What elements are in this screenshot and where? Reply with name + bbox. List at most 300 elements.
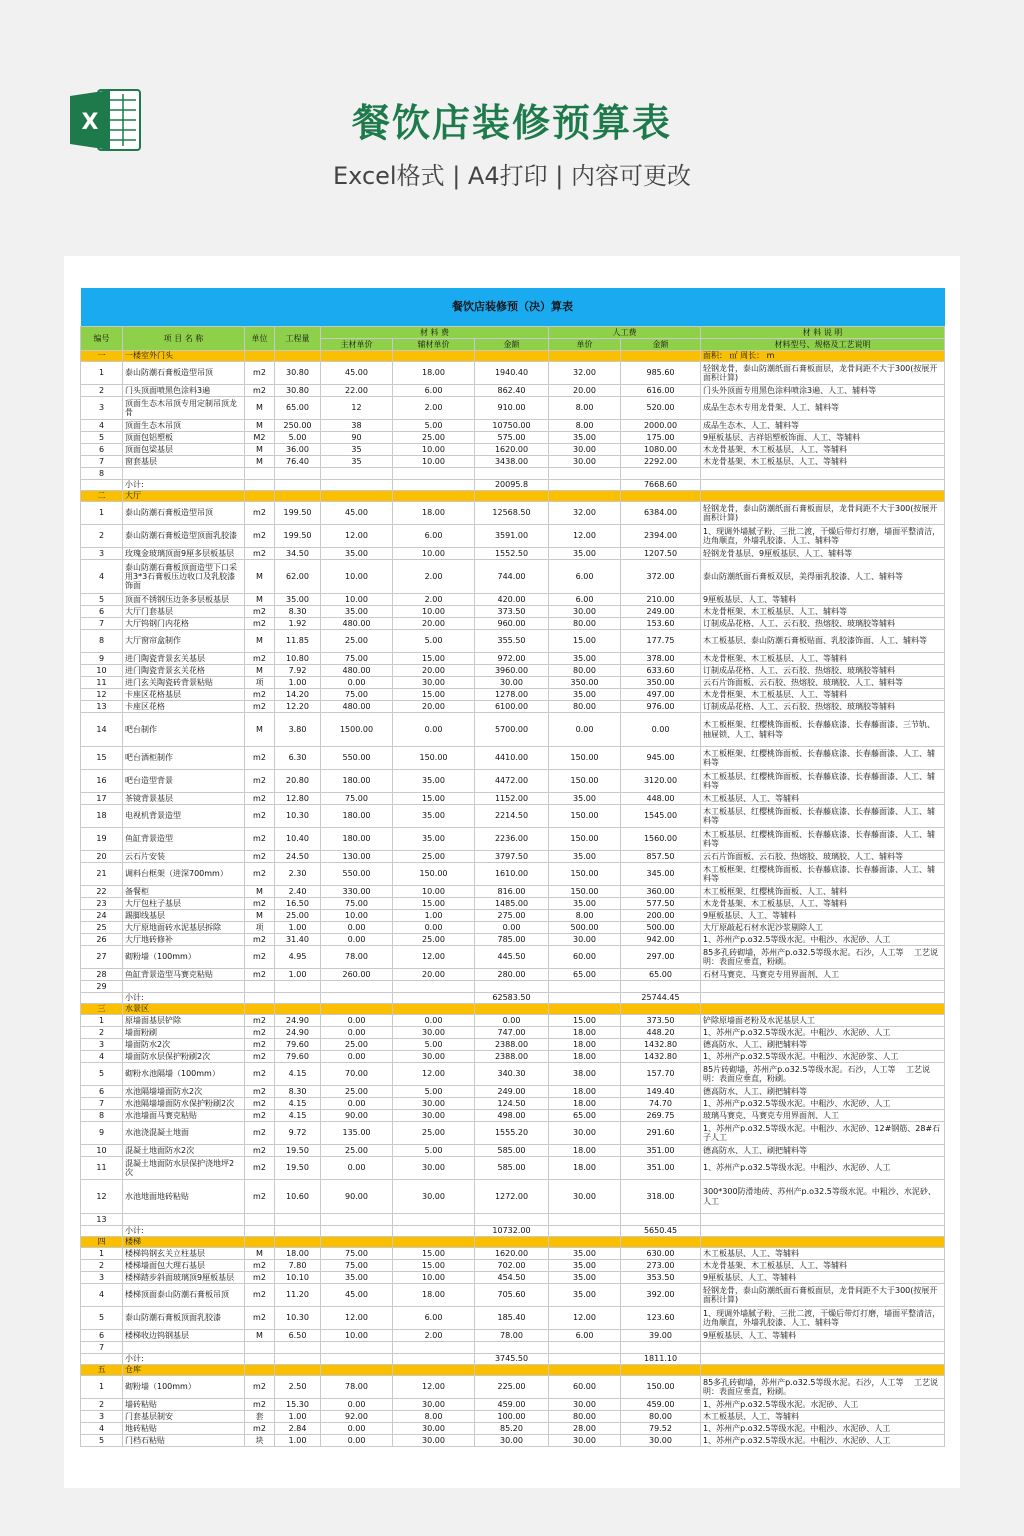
row-no: 3 xyxy=(81,1039,123,1051)
row-desc: 9厘板基层、人工、等辅料 xyxy=(701,594,945,606)
row-desc: 木工板框架、红樱桃饰面板、长春藤底漆、长春藤面漆、人工、辅料等 xyxy=(701,747,945,770)
row-main-price: 45.00 xyxy=(321,1284,393,1307)
row-unit: m2 xyxy=(245,548,275,560)
row-unit: M xyxy=(245,420,275,432)
row-name: 大厅包柱子基层 xyxy=(123,898,245,910)
subtotal-cell xyxy=(81,1354,123,1365)
row-no: 6 xyxy=(81,1086,123,1098)
row-no: 7 xyxy=(81,456,123,468)
table-row xyxy=(81,1214,945,1226)
row-no: 9 xyxy=(81,653,123,665)
row-unit: m2 xyxy=(245,1015,275,1027)
row-aux-price: 15.00 xyxy=(393,898,475,910)
row-aux-price: 20.00 xyxy=(393,618,475,630)
row-labor-amount: 497.00 xyxy=(621,689,701,701)
row-qty: 10.80 xyxy=(275,653,321,665)
row-unit: m2 xyxy=(245,362,275,385)
header-unit: 单位 xyxy=(245,327,275,351)
row-qty: 2.30 xyxy=(275,863,321,886)
row-unit: m2 xyxy=(245,1098,275,1110)
header-aux-price: 辅材单价 xyxy=(393,339,475,351)
row-qty: 14.20 xyxy=(275,689,321,701)
row-unit: M xyxy=(245,665,275,677)
row-name: 鱼缸背景造型马赛克粘贴 xyxy=(123,969,245,981)
row-desc: 云石片饰面板、云石胶、热熔胶、玻璃胶、人工、辅料等 xyxy=(701,851,945,863)
row-no: 1 xyxy=(81,362,123,385)
row-labor-price: 30.00 xyxy=(549,1399,621,1411)
row-main-price: 1500.00 xyxy=(321,713,393,747)
row-aux-price: 0.00 xyxy=(393,1015,475,1027)
row-amount: 702.00 xyxy=(475,1260,549,1272)
row-name: 泰山防潮石膏板顶面造型下口采用3*3石膏板压边收口及乳胶漆饰面 xyxy=(123,560,245,594)
row-desc: 铲除原墙面老粉及水泥基层人工 xyxy=(701,1015,945,1027)
row-labor-price: 30.00 xyxy=(549,1180,621,1214)
row-amount: 275.00 xyxy=(475,910,549,922)
row-labor-amount: 351.00 xyxy=(621,1157,701,1180)
table-row xyxy=(81,713,945,747)
row-amount xyxy=(475,1342,549,1354)
row-labor-price: 12.00 xyxy=(549,525,621,548)
row-name: 泰山防潮石膏板造型吊顶 xyxy=(123,502,245,525)
subtotal-amount: 10732.00 xyxy=(475,1226,549,1237)
row-qty: 3.80 xyxy=(275,713,321,747)
section-cell xyxy=(275,1365,321,1376)
row-amount: 6100.00 xyxy=(475,701,549,713)
row-labor-amount: 1432.80 xyxy=(621,1039,701,1051)
row-no: 5 xyxy=(81,432,123,444)
row-name: 地砖粘贴 xyxy=(123,1423,245,1435)
row-amount: 1940.40 xyxy=(475,362,549,385)
row-qty: 6.30 xyxy=(275,747,321,770)
table-row xyxy=(81,1110,945,1122)
row-main-price: 25.00 xyxy=(321,1145,393,1157)
row-qty: 12.20 xyxy=(275,701,321,713)
row-desc: 1、苏州产p.o32.5等级水泥。中粗沙、水泥砂、人工 xyxy=(701,1423,945,1435)
row-name: 混凝土地面防水2次 xyxy=(123,1145,245,1157)
row-labor-amount: 392.00 xyxy=(621,1284,701,1307)
table-row xyxy=(81,922,945,934)
table-row xyxy=(81,1260,945,1272)
row-main-price: 22.00 xyxy=(321,385,393,397)
row-aux-price: 6.00 xyxy=(393,1307,475,1330)
subtotal-cell xyxy=(701,1354,945,1365)
row-unit: m2 xyxy=(245,1180,275,1214)
row-main-price: 12 xyxy=(321,397,393,420)
row-name: 踢脚线基层 xyxy=(123,910,245,922)
row-desc: 1、苏州产p.o32.5等级水泥。中粗沙、水泥砂、人工 xyxy=(701,1027,945,1039)
row-unit: m2 xyxy=(245,747,275,770)
row-aux-price: 12.00 xyxy=(393,946,475,969)
row-desc: 木龙骨框架、木工板基层、人工、辅料等 xyxy=(701,606,945,618)
row-labor-price: 12.00 xyxy=(549,1307,621,1330)
row-no: 12 xyxy=(81,1180,123,1214)
section-name: 一楼室外门头 xyxy=(123,351,245,362)
row-labor-amount: 630.00 xyxy=(621,1248,701,1260)
row-main-price: 35.00 xyxy=(321,606,393,618)
page-title: 餐饮店装修预算表 xyxy=(351,101,672,145)
row-aux-price: 2.00 xyxy=(393,594,475,606)
row-main-price: 25.00 xyxy=(321,1086,393,1098)
row-no: 21 xyxy=(81,863,123,886)
row-main-price: 90.00 xyxy=(321,1180,393,1214)
row-amount: 78.00 xyxy=(475,1330,549,1342)
row-qty: 10.60 xyxy=(275,1180,321,1214)
row-name: 楼梯墙面包大理石基层 xyxy=(123,1260,245,1272)
row-labor-price: 6.00 xyxy=(549,594,621,606)
table-row xyxy=(81,397,945,420)
section-no: 四 xyxy=(81,1237,123,1248)
row-qty: 4.15 xyxy=(275,1110,321,1122)
row-main-price: 35.00 xyxy=(321,548,393,560)
row-labor-price: 65.00 xyxy=(549,1110,621,1122)
table-row xyxy=(81,630,945,653)
row-labor-amount xyxy=(621,1214,701,1226)
row-amount: 498.00 xyxy=(475,1110,549,1122)
row-labor-price: 80.00 xyxy=(549,1411,621,1423)
row-labor-amount: 1432.80 xyxy=(621,1051,701,1063)
row-aux-price: 10.00 xyxy=(393,606,475,618)
row-name: 电视机背景造型 xyxy=(123,805,245,828)
row-labor-price: 35.00 xyxy=(549,1260,621,1272)
row-qty xyxy=(275,1214,321,1226)
row-unit: m2 xyxy=(245,1284,275,1307)
row-aux-price: 2.00 xyxy=(393,560,475,594)
table-row xyxy=(81,934,945,946)
row-qty: 1.00 xyxy=(275,1435,321,1447)
row-unit: m2 xyxy=(245,805,275,828)
row-aux-price: 0.00 xyxy=(393,713,475,747)
table-row xyxy=(81,898,945,910)
row-aux-price: 30.00 xyxy=(393,1110,475,1122)
row-amount: 225.00 xyxy=(475,1376,549,1399)
row-desc: 木工板框架、红樱桃饰面板、长春藤底漆、长春藤面漆、三节轨、抽屉锁、人工、辅料等 xyxy=(701,713,945,747)
row-unit: m2 xyxy=(245,1399,275,1411)
row-amount: 445.50 xyxy=(475,946,549,969)
row-main-price: 0.00 xyxy=(321,922,393,934)
section-note xyxy=(701,1237,945,1248)
row-main-price: 92.00 xyxy=(321,1411,393,1423)
row-labor-price: 30.00 xyxy=(549,456,621,468)
row-main-price xyxy=(321,1342,393,1354)
row-aux-price: 10.00 xyxy=(393,444,475,456)
row-qty: 10.30 xyxy=(275,805,321,828)
row-aux-price: 25.00 xyxy=(393,432,475,444)
row-main-price: 550.00 xyxy=(321,863,393,886)
row-aux-price: 12.00 xyxy=(393,1063,475,1086)
row-labor-amount: 985.60 xyxy=(621,362,701,385)
row-aux-price xyxy=(393,1214,475,1226)
table-row xyxy=(81,1435,945,1447)
subtotal-cell xyxy=(321,993,393,1004)
row-unit: 块 xyxy=(245,1435,275,1447)
row-qty: 8.30 xyxy=(275,606,321,618)
row-no: 2 xyxy=(81,1260,123,1272)
section-cell xyxy=(393,1365,475,1376)
row-no: 6 xyxy=(81,606,123,618)
budget-table xyxy=(80,288,945,1447)
row-aux-price: 30.00 xyxy=(393,1180,475,1214)
subtotal-amount: 62583.50 xyxy=(475,993,549,1004)
table-row xyxy=(81,1157,945,1180)
row-desc: 云石片饰面板、云石胶、热熔胶、玻璃胶、人工、辅料等 xyxy=(701,677,945,689)
subtotal-cell xyxy=(321,1226,393,1237)
row-desc: 成品生态木、人工、辅料等 xyxy=(701,420,945,432)
row-qty: 10.10 xyxy=(275,1272,321,1284)
row-aux-price: 2.00 xyxy=(393,1330,475,1342)
row-amount: 585.00 xyxy=(475,1145,549,1157)
row-aux-price: 18.00 xyxy=(393,1284,475,1307)
row-name: 顶面不锈钢压边条多层板基层 xyxy=(123,594,245,606)
section-cell xyxy=(549,1365,621,1376)
row-unit: m2 xyxy=(245,1051,275,1063)
row-main-price: 135.00 xyxy=(321,1122,393,1145)
row-amount: 185.40 xyxy=(475,1307,549,1330)
row-unit: M xyxy=(245,910,275,922)
table-row xyxy=(81,1307,945,1330)
row-name: 大厅门套基层 xyxy=(123,606,245,618)
row-labor-amount xyxy=(621,468,701,480)
row-no: 13 xyxy=(81,701,123,713)
row-qty: 7.92 xyxy=(275,665,321,677)
row-qty: 199.50 xyxy=(275,525,321,548)
section-cell xyxy=(321,1365,393,1376)
row-desc: 大厅原敲起石材水泥沙浆剔除人工 xyxy=(701,922,945,934)
subtotal-cell xyxy=(393,1226,475,1237)
row-aux-price: 20.00 xyxy=(393,969,475,981)
row-desc: 木龙骨基架、木工板基层、人工、等辅料 xyxy=(701,456,945,468)
row-unit xyxy=(245,981,275,993)
row-aux-price: 5.00 xyxy=(393,1039,475,1051)
row-labor-amount: 80.00 xyxy=(621,1411,701,1423)
row-unit: m2 xyxy=(245,1110,275,1122)
row-aux-price: 30.00 xyxy=(393,1423,475,1435)
subtotal-row xyxy=(81,480,945,491)
row-no: 3 xyxy=(81,1411,123,1423)
row-aux-price: 30.00 xyxy=(393,1399,475,1411)
row-desc: 1、苏州产p.o32.5等级水泥。中粗沙、水泥砂、12#钢筋、28#石子人工 xyxy=(701,1122,945,1145)
table-row xyxy=(81,1027,945,1039)
row-desc: 木工板基层、红樱桃饰面板、长春藤底漆、长春藤面漆、人工、辅料等 xyxy=(701,828,945,851)
subtotal-labor-amount: 5650.45 xyxy=(621,1226,701,1237)
row-name: 大厅窗帘盒制作 xyxy=(123,630,245,653)
row-amount xyxy=(475,1214,549,1226)
subtotal-label: 小计: xyxy=(123,993,245,1004)
row-desc: 木工板框架、红樱桃饰面板、长春藤底漆、长春藤面漆、人工、辅料等 xyxy=(701,863,945,886)
row-labor-amount: 500.00 xyxy=(621,922,701,934)
row-amount: 124.50 xyxy=(475,1098,549,1110)
row-unit: m2 xyxy=(245,1122,275,1145)
row-labor-amount: 3120.00 xyxy=(621,770,701,793)
section-cell xyxy=(275,1237,321,1248)
table-row xyxy=(81,502,945,525)
row-labor-price: 60.00 xyxy=(549,946,621,969)
row-labor-price: 30.00 xyxy=(549,606,621,618)
subtotal-cell xyxy=(275,1226,321,1237)
subtotal-cell xyxy=(701,480,945,491)
row-main-price xyxy=(321,1214,393,1226)
row-desc: 木工板基层、人工、等辅料 xyxy=(701,1411,945,1423)
row-unit: m2 xyxy=(245,1376,275,1399)
row-labor-amount: 74.70 xyxy=(621,1098,701,1110)
section-row xyxy=(81,1004,945,1015)
row-labor-price xyxy=(549,1214,621,1226)
row-main-price: 0.00 xyxy=(321,1027,393,1039)
table-row xyxy=(81,385,945,397)
row-main-price: 480.00 xyxy=(321,618,393,630)
row-main-price: 45.00 xyxy=(321,502,393,525)
row-desc: 木龙骨基架、木工板基层、人工、等辅料 xyxy=(701,898,945,910)
row-no: 2 xyxy=(81,1027,123,1039)
subtotal-row xyxy=(81,993,945,1004)
row-no: 1 xyxy=(81,1015,123,1027)
header-name: 项 目 名 称 xyxy=(123,327,245,351)
table-row xyxy=(81,1180,945,1214)
row-no: 6 xyxy=(81,1330,123,1342)
row-no: 5 xyxy=(81,1063,123,1086)
row-desc: 300*300防滑地砖、苏州产p.o32.5等级水泥。中粗沙、水泥砂、人工 xyxy=(701,1180,945,1214)
row-aux-price: 10.00 xyxy=(393,456,475,468)
row-qty xyxy=(275,468,321,480)
row-desc: 玻璃马赛克、马赛克专用界面剂、人工 xyxy=(701,1110,945,1122)
row-name xyxy=(123,468,245,480)
row-main-price: 75.00 xyxy=(321,1248,393,1260)
row-labor-amount: 1207.50 xyxy=(621,548,701,560)
row-qty: 18.00 xyxy=(275,1248,321,1260)
row-main-price: 38 xyxy=(321,420,393,432)
row-qty: 1.00 xyxy=(275,677,321,689)
row-labor-amount: 269.75 xyxy=(621,1110,701,1122)
subtotal-cell xyxy=(275,1354,321,1365)
row-unit xyxy=(245,468,275,480)
row-name: 调料台框架（进深700mm） xyxy=(123,863,245,886)
row-main-price: 35 xyxy=(321,456,393,468)
row-no: 2 xyxy=(81,1399,123,1411)
row-name: 水池墙面马赛克粘贴 xyxy=(123,1110,245,1122)
table-row xyxy=(81,444,945,456)
row-name: 墙面防水2次 xyxy=(123,1039,245,1051)
row-desc xyxy=(701,468,945,480)
row-unit: m2 xyxy=(245,934,275,946)
row-aux-price: 8.00 xyxy=(393,1411,475,1423)
row-aux-price: 30.00 xyxy=(393,1027,475,1039)
row-desc: 德高防水、人工、刷把辅料等 xyxy=(701,1145,945,1157)
subtotal-cell xyxy=(245,993,275,1004)
row-main-price: 0.00 xyxy=(321,934,393,946)
row-main-price: 12.00 xyxy=(321,525,393,548)
row-no: 20 xyxy=(81,851,123,863)
row-labor-price: 15.00 xyxy=(549,1015,621,1027)
table-row xyxy=(81,1399,945,1411)
row-main-price: 0.00 xyxy=(321,1423,393,1435)
row-no: 28 xyxy=(81,969,123,981)
row-desc: 木龙骨框架、木工板基层、人工、等辅料 xyxy=(701,689,945,701)
row-qty: 6.50 xyxy=(275,1330,321,1342)
row-aux-price: 18.00 xyxy=(393,362,475,385)
row-main-price: 75.00 xyxy=(321,898,393,910)
row-labor-price: 30.00 xyxy=(549,934,621,946)
section-note xyxy=(701,491,945,502)
subtotal-cell xyxy=(701,1226,945,1237)
row-no: 4 xyxy=(81,560,123,594)
row-unit: 项 xyxy=(245,922,275,934)
table-row xyxy=(81,653,945,665)
table-row xyxy=(81,548,945,560)
row-main-price: 90.00 xyxy=(321,1110,393,1122)
row-qty: 15.30 xyxy=(275,1399,321,1411)
row-amount: 10750.00 xyxy=(475,420,549,432)
row-labor-price: 35.00 xyxy=(549,653,621,665)
row-labor-amount: 200.00 xyxy=(621,910,701,922)
row-desc: 1、苏州产p.o32.5等级水泥。中粗沙、水泥砂浆、人工 xyxy=(701,1051,945,1063)
row-labor-amount: 857.50 xyxy=(621,851,701,863)
row-amount: 373.50 xyxy=(475,606,549,618)
row-main-price: 75.00 xyxy=(321,1260,393,1272)
row-no: 18 xyxy=(81,805,123,828)
row-labor-amount: 150.00 xyxy=(621,1376,701,1399)
row-qty: 16.50 xyxy=(275,898,321,910)
row-amount: 340.30 xyxy=(475,1063,549,1086)
row-amount: 459.00 xyxy=(475,1399,549,1411)
row-qty: 10.40 xyxy=(275,828,321,851)
row-unit: m2 xyxy=(245,898,275,910)
row-labor-amount: 616.00 xyxy=(621,385,701,397)
subtotal-cell xyxy=(245,480,275,491)
table-row xyxy=(81,1086,945,1098)
row-qty: 4.15 xyxy=(275,1098,321,1110)
row-desc: 轻钢龙骨基层、9厘板基层、人工、辅料等 xyxy=(701,548,945,560)
subtotal-label: 小计: xyxy=(123,480,245,491)
row-desc: 订制成品花格、人工、云石胶、热熔胶、玻璃胶等辅料 xyxy=(701,618,945,630)
row-labor-amount: 976.00 xyxy=(621,701,701,713)
row-unit: m2 xyxy=(245,618,275,630)
row-no: 9 xyxy=(81,1122,123,1145)
row-name: 鱼缸背景造型 xyxy=(123,828,245,851)
row-amount: 960.00 xyxy=(475,618,549,630)
row-no: 15 xyxy=(81,747,123,770)
row-amount: 1620.00 xyxy=(475,1248,549,1260)
row-desc: 木工板基层、泰山防潮石膏板贴面、乳胶漆饰面、人工、辅料等 xyxy=(701,630,945,653)
row-amount: 30.00 xyxy=(475,1435,549,1447)
row-aux-price: 0.00 xyxy=(393,922,475,934)
section-cell xyxy=(475,1004,549,1015)
row-labor-amount xyxy=(621,981,701,993)
section-note: 面积： ㎡ 周长： m xyxy=(701,351,945,362)
row-labor-price: 35.00 xyxy=(549,1272,621,1284)
subtotal-cell xyxy=(321,480,393,491)
row-unit: m2 xyxy=(245,969,275,981)
row-no: 16 xyxy=(81,770,123,793)
row-main-price: 75.00 xyxy=(321,653,393,665)
row-labor-amount: 372.00 xyxy=(621,560,701,594)
row-name: 泰山防潮石膏板造型顶面乳胶漆 xyxy=(123,525,245,548)
row-labor-price: 8.00 xyxy=(549,420,621,432)
row-unit: m2 xyxy=(245,1063,275,1086)
row-labor-amount: 149.40 xyxy=(621,1086,701,1098)
subtotal-cell xyxy=(393,1354,475,1365)
row-labor-amount: 942.00 xyxy=(621,934,701,946)
row-amount: 4472.00 xyxy=(475,770,549,793)
row-name: 卡座区花格基层 xyxy=(123,689,245,701)
table-row xyxy=(81,1272,945,1284)
section-cell xyxy=(245,351,275,362)
row-desc: 1、苏州产p.o32.5等级水泥。中粗沙、水泥砂、人工 xyxy=(701,1157,945,1180)
subtotal-cell xyxy=(81,480,123,491)
row-desc: 1、现调外墙腻子粉、三批二渡，干燥后带灯打磨，墙面平整清洁，边角顺直，外墙乳胶漆、人工、辅料等 xyxy=(701,1307,945,1330)
row-desc: 石材马赛克、马赛克专用界面剂、人工 xyxy=(701,969,945,981)
row-labor-price xyxy=(549,981,621,993)
section-name: 楼梯 xyxy=(123,1237,245,1248)
section-cell xyxy=(245,1365,275,1376)
